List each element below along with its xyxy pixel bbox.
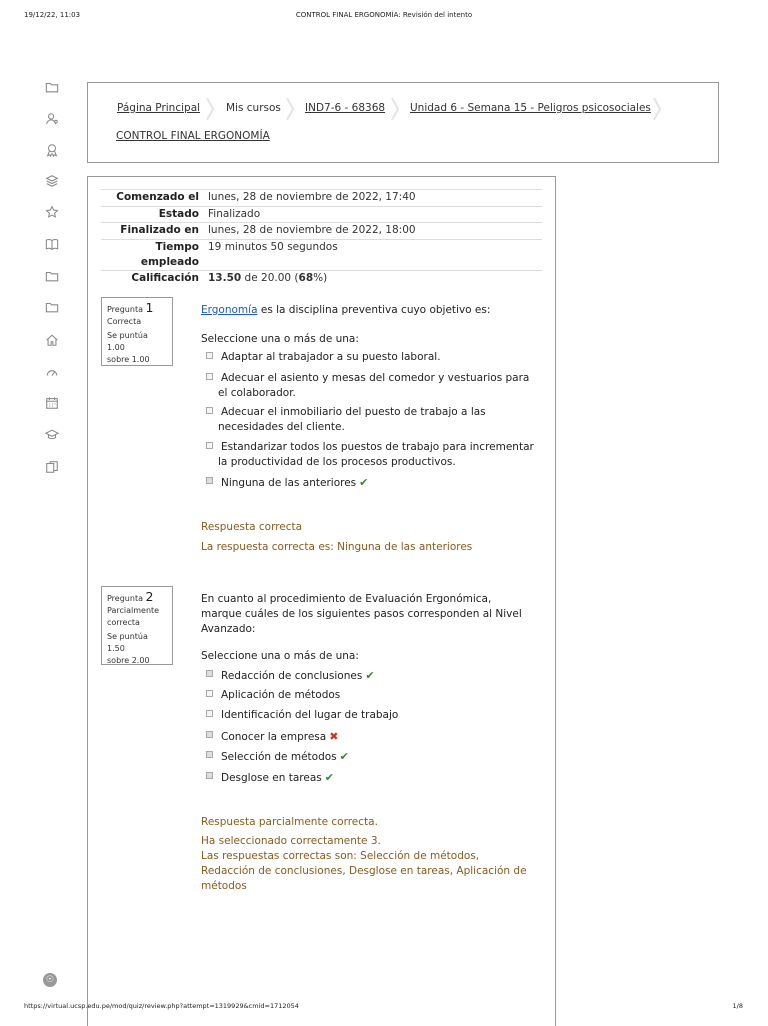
- print-url: https://virtual.ucsp.edu.pe/mod/quiz/review.php?attempt=1319929&cmid=1712054: [24, 1002, 299, 1010]
- summary-value: 13.50 de 20.00 (68%): [208, 272, 328, 284]
- answer-option[interactable]: Redacción de conclusiones ✔: [206, 668, 536, 684]
- breadcrumb-separator: [391, 98, 399, 120]
- breadcrumb-course[interactable]: IND7-6 - 68368: [305, 102, 386, 114]
- checkbox[interactable]: [206, 690, 213, 697]
- answer-option[interactable]: Conocer la empresa ✖: [206, 729, 536, 745]
- feedback-result-2: Respuesta parcialmente correcta.: [201, 816, 378, 828]
- print-title: CONTROL FINAL ERGONOMÍA: Revisión del intento: [295, 11, 473, 19]
- summary-value: 19 minutos 50 segundos: [208, 241, 338, 253]
- home-icon[interactable]: [44, 333, 60, 347]
- answer-option[interactable]: Adecuar el inmobiliario del puesto de trabajo a las necesidades del cliente.: [206, 405, 536, 435]
- layers-icon[interactable]: [44, 174, 60, 188]
- summary-value: lunes, 28 de noviembre de 2022, 18:00: [208, 224, 416, 236]
- summary-label: Calificación: [131, 272, 199, 284]
- summary-label: Tiempo empleado: [140, 241, 199, 268]
- star-icon[interactable]: [44, 205, 60, 219]
- summary-row-time: [101, 239, 542, 271]
- answer-option[interactable]: Adaptar al trabajador a su puesto laboral.: [206, 350, 536, 365]
- summary-label: Comenzado el: [116, 191, 199, 203]
- folder-icon[interactable]: [44, 80, 60, 94]
- checkbox-checked[interactable]: [206, 751, 213, 758]
- print-date: 19/12/22, 11:03: [24, 11, 81, 19]
- breadcrumb-home[interactable]: Página Principal: [117, 102, 201, 114]
- answer-option[interactable]: Identificación del lugar de trabajo: [206, 708, 536, 723]
- question-prompt-2: Seleccione una o más de una:: [201, 650, 359, 662]
- checkbox[interactable]: [206, 710, 213, 717]
- incorrect-cross-icon: ✖: [329, 730, 339, 743]
- award-icon[interactable]: [44, 143, 60, 157]
- breadcrumb-separator: [286, 98, 294, 120]
- question-info-1: Pregunta 1 Correcta Se puntúa 1.00 sobre 1.00: [101, 297, 173, 366]
- calendar-icon[interactable]: [44, 396, 60, 410]
- checkbox[interactable]: [206, 407, 213, 414]
- answer-option[interactable]: Adecuar el asiento y mesas del comedor y vestuarios para el colaborador.: [206, 371, 536, 401]
- summary-row-state: [101, 206, 542, 223]
- glossary-link[interactable]: Ergonomía: [201, 304, 258, 316]
- question-status: Parcialmente correcta: [107, 606, 160, 627]
- summary-label: Finalizado en: [120, 224, 199, 236]
- folder-icon[interactable]: [44, 300, 60, 314]
- question-text-2: En cuanto al procedimiento de Evaluación Ergonómica, marque cuáles de los siguientes pasos corresponden al Nivel Avanzado:: [201, 593, 522, 635]
- feedback-right-answer-1: La respuesta correcta es: Ninguna de las anteriores: [201, 541, 473, 553]
- question-info-2: Pregunta 2 Parcialmente correcta Se puntúa 1.50 sobre 2.00: [101, 586, 173, 665]
- answer-option[interactable]: Desglose en tareas ✔: [206, 770, 536, 786]
- dashboard-icon[interactable]: [44, 365, 60, 379]
- graduation-cap-icon[interactable]: [44, 428, 60, 442]
- feedback-right-answer-2: Las respuestas correctas son: Selección de métodos, Redacción de conclusiones, Desglose en tareas, Aplicación de métodos: [201, 850, 527, 892]
- summary-label: Estado: [158, 208, 199, 220]
- breadcrumb: [87, 82, 719, 163]
- summary-row-grade: [101, 270, 542, 287]
- print-page-number: 1/8: [732, 1002, 743, 1010]
- answer-option[interactable]: Ninguna de las anteriores ✔: [206, 475, 536, 491]
- user-icon[interactable]: [44, 112, 60, 126]
- question-status: Correcta: [107, 317, 142, 326]
- correct-check-icon: ✔: [339, 750, 349, 763]
- question-score: Se puntúa 1.00 sobre 1.00: [107, 331, 150, 364]
- checkbox-checked[interactable]: [206, 772, 213, 779]
- copy-icon[interactable]: [44, 460, 60, 474]
- breadcrumb-my-courses[interactable]: Mis cursos: [226, 102, 281, 114]
- checkbox[interactable]: [206, 373, 213, 380]
- breadcrumb-unit[interactable]: Unidad 6 - Semana 15 - Peligros psicosociales: [410, 102, 651, 114]
- checkbox-checked[interactable]: [206, 731, 213, 738]
- correct-check-icon: ✔: [359, 476, 369, 489]
- breadcrumb-current[interactable]: CONTROL FINAL ERGONOMÍA: [116, 130, 270, 142]
- checkbox-checked[interactable]: [206, 670, 213, 677]
- book-icon[interactable]: [44, 237, 60, 251]
- answer-option[interactable]: Aplicación de métodos: [206, 688, 536, 703]
- correct-check-icon: ✔: [365, 669, 375, 682]
- accessibility-icon[interactable]: ☉: [43, 973, 57, 987]
- summary-row-finished: [101, 222, 542, 239]
- feedback-selected-count-2: Ha seleccionado correctamente 3.: [201, 835, 381, 847]
- summary-value: Finalizado: [208, 208, 261, 220]
- question-score: Se puntúa 1.50 sobre 2.00: [107, 632, 150, 665]
- question-prompt-1: Seleccione una o más de una:: [201, 333, 359, 345]
- correct-check-icon: ✔: [324, 771, 334, 784]
- question-text-1: Ergonomía es la disciplina preventiva cuyo objetivo es:: [201, 304, 491, 316]
- breadcrumb-separator: [206, 98, 214, 120]
- answer-option[interactable]: Selección de métodos ✔: [206, 749, 536, 765]
- summary-value: lunes, 28 de noviembre de 2022, 17:40: [208, 191, 416, 203]
- checkbox-checked[interactable]: [206, 477, 213, 484]
- checkbox[interactable]: [206, 352, 213, 359]
- folder-icon[interactable]: [44, 269, 60, 283]
- breadcrumb-separator: [653, 98, 661, 120]
- summary-row-started: [101, 189, 542, 206]
- checkbox[interactable]: [206, 442, 213, 449]
- answer-option[interactable]: Estandarizar todos los puestos de trabajo para incrementar la productividad de los procesos productivos.: [206, 440, 536, 470]
- feedback-result-1: Respuesta correcta: [201, 521, 303, 533]
